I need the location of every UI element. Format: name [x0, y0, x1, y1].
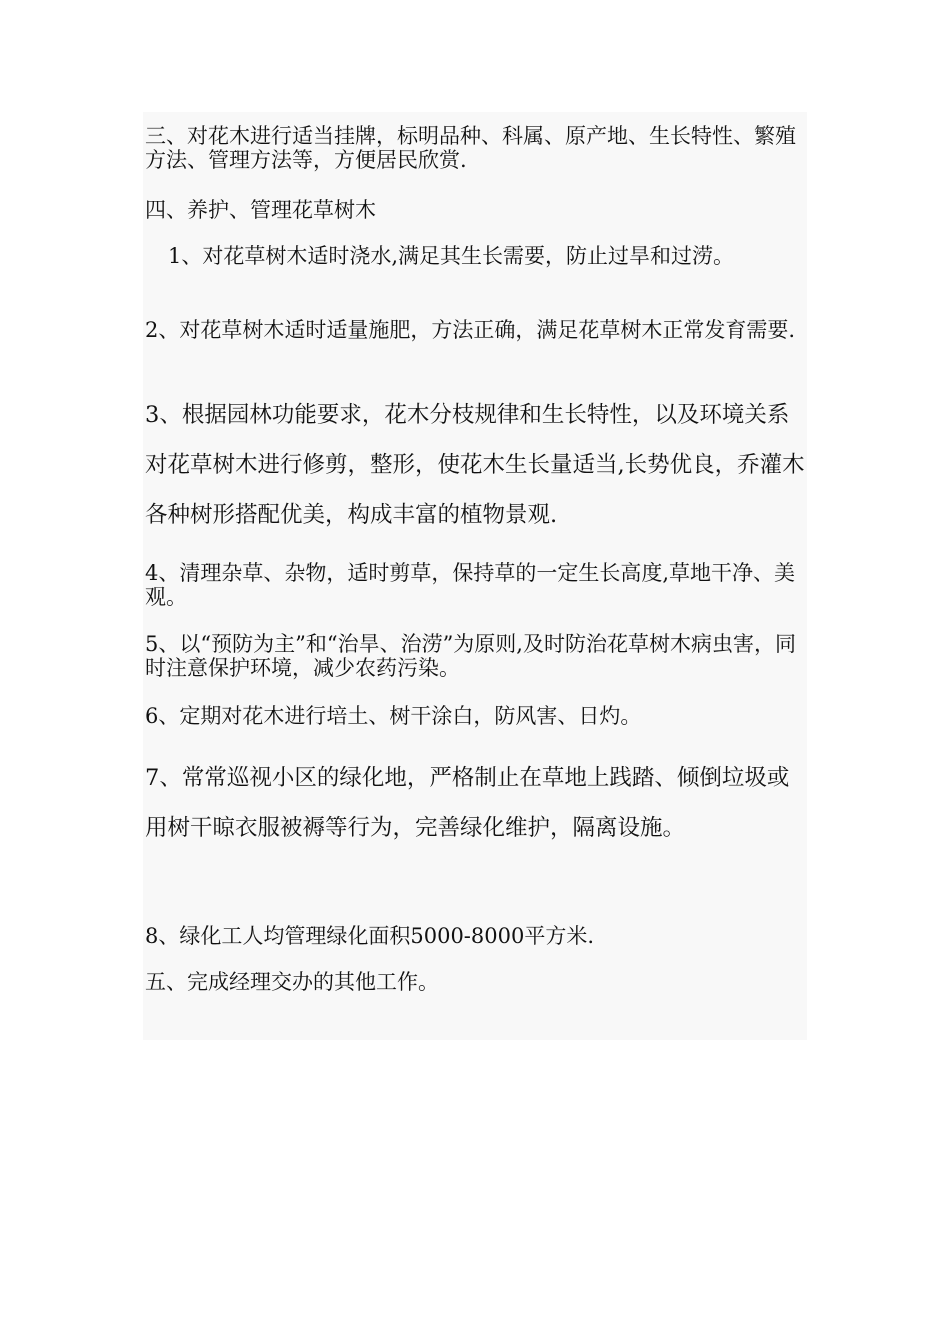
paragraph-patrol: 7、常常巡视小区的绿化地，严格制止在草地上践踏、倾倒垃圾或用树干晾衣服被褥等行为，完善绿化维护，隔离设施。: [145, 765, 790, 841]
paragraph-soil-whitewash: 6、定期对花木进行培土、树干涂白，防风害、日灼。: [145, 704, 642, 728]
paragraph-watering: 1、对花草树木适时浇水,满足其生长需要，防止过旱和过涝。: [168, 244, 735, 268]
paragraph-signage: 三、对花木进行适当挂牌，标明品种、科属、原产地、生长特性、繁殖方法、管理方法等，方便居民欣赏.: [145, 124, 796, 172]
paragraph-fertilizing: 2、对花草树木适时适量施肥，方法正确，满足花草树木正常发育需要.: [145, 318, 796, 342]
paragraph-area-per-worker: 8、绿化工人均管理绿化面积5000-8000平方米.: [145, 924, 595, 948]
paragraph-section-four-heading: 四、养护、管理花草树木: [145, 198, 376, 222]
paragraph-section-five: 五、完成经理交办的其他工作。: [145, 970, 439, 994]
paragraph-pruning: 3、根据园林功能要求，花木分枝规律和生长特性，以及环境关系对花草树木进行修剪，整形，使花木生长量适当,长势优良，乔灌木各种树形搭配优美，构成丰富的植物景观.: [145, 402, 805, 528]
paragraph-weeding: 4、清理杂草、杂物，适时剪草，保持草的一定生长高度,草地干净、美观。: [145, 561, 796, 609]
paragraph-pest-control: 5、以“预防为主”和“治旱、治涝”为原则,及时防治花草树木病虫害，同时注意保护环境，减少农药污染。: [145, 632, 796, 680]
